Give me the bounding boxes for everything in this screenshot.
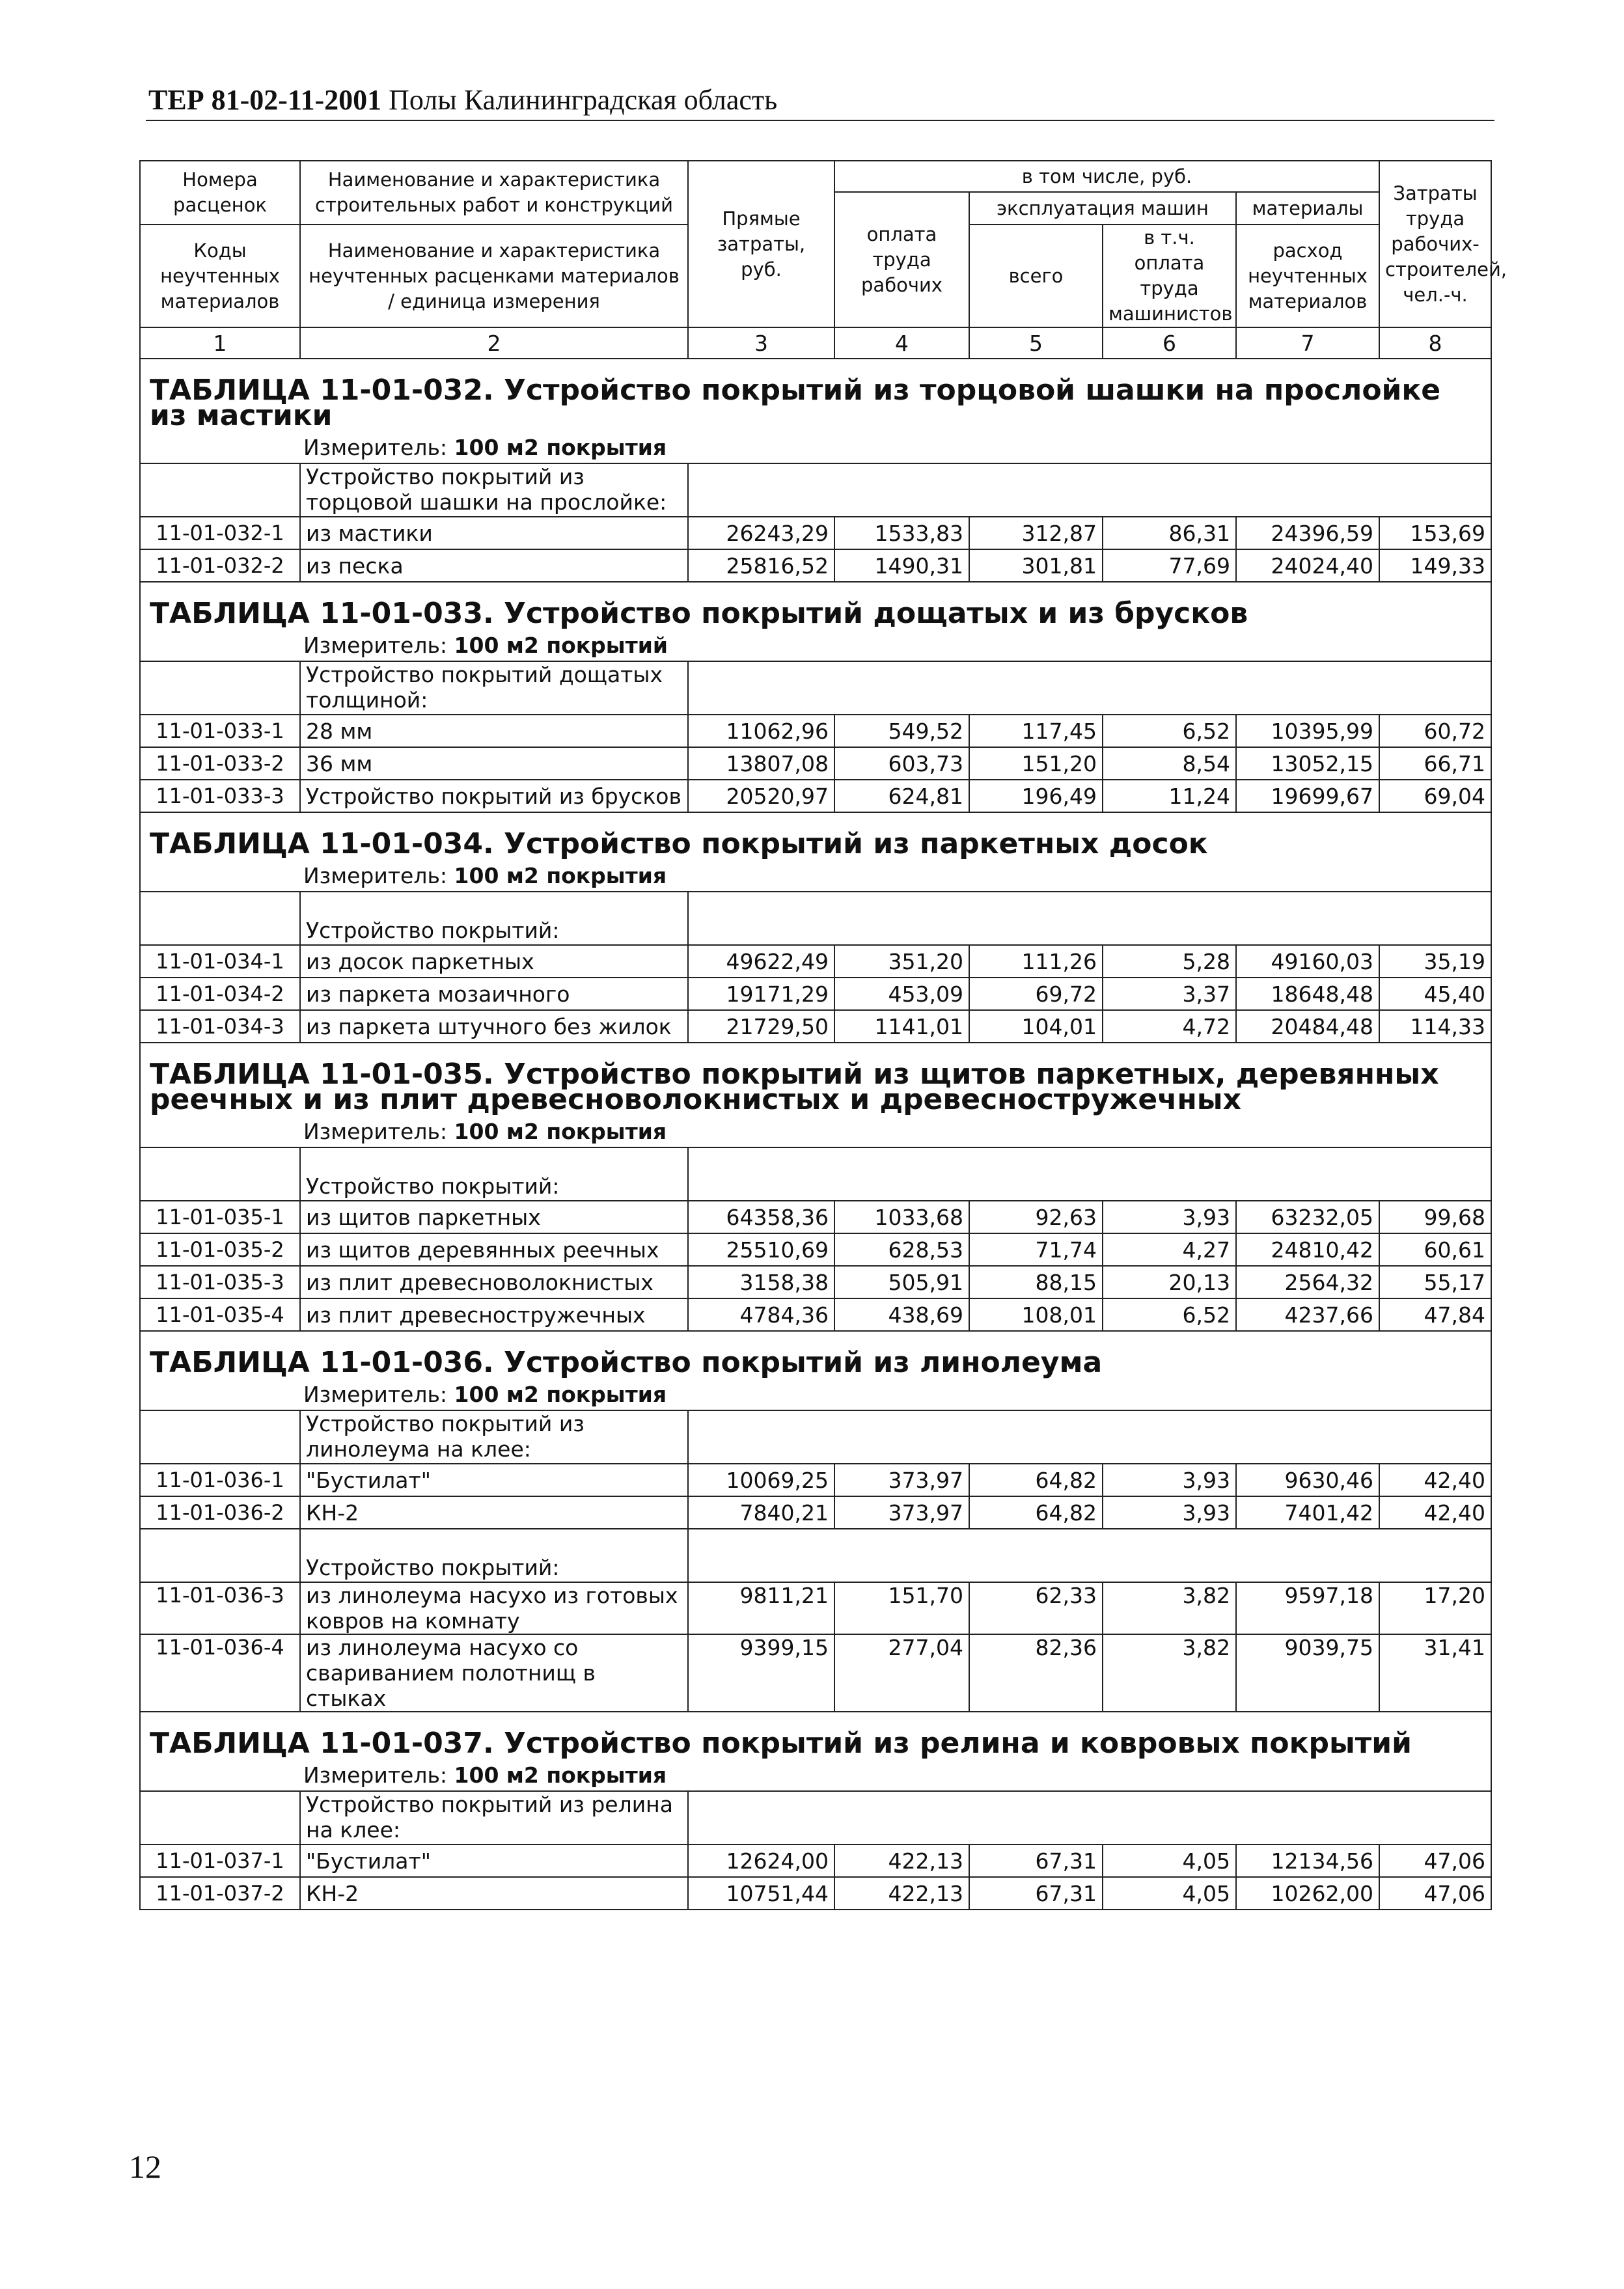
table-row — [140, 715, 1491, 747]
table-row — [140, 1298, 1491, 1331]
meter-value: 100 м2 покрытия — [454, 1119, 667, 1144]
rate-value: 3,93 — [1103, 1201, 1236, 1233]
rate-value: 151,70 — [834, 1582, 969, 1634]
rate-value: 10395,99 — [1236, 715, 1379, 747]
subheader-row — [140, 661, 1491, 715]
table-title: ТАБЛИЦА 11-01-036. Устройство покрытий из линолеума — [140, 1331, 1491, 1382]
rate-value: 2564,32 — [1236, 1266, 1379, 1298]
table-row — [140, 1844, 1491, 1877]
rate-value: 26243,29 — [688, 517, 834, 549]
header-col7: расход неучтенных материалов — [1236, 225, 1379, 327]
table-row — [140, 1634, 1491, 1712]
meter-label: Измеритель: — [303, 1762, 448, 1788]
header-machines: эксплуатация машин — [969, 192, 1236, 225]
rate-value: 13807,08 — [688, 747, 834, 780]
rate-name: "Бустилат" — [300, 1844, 688, 1877]
rate-value: 47,06 — [1379, 1844, 1491, 1877]
subheader-spacer — [688, 463, 1491, 517]
rate-value: 108,01 — [969, 1298, 1103, 1331]
rate-value: 21729,50 — [688, 1010, 834, 1043]
header-materials: материалы — [1236, 192, 1379, 225]
rate-value: 10069,25 — [688, 1464, 834, 1496]
table-row — [140, 1266, 1491, 1298]
table-title-row — [140, 582, 1491, 633]
meter-row — [140, 1119, 1491, 1147]
rate-code: 11-01-034-1 — [140, 945, 300, 978]
meter-row — [140, 1382, 1491, 1410]
column-number: 8 — [1379, 327, 1491, 359]
table-title: ТАБЛИЦА 11-01-037. Устройство покрытий из релина и ковровых покрытий — [140, 1712, 1491, 1762]
header-col5: всего — [969, 225, 1103, 327]
rate-value: 4,05 — [1103, 1844, 1236, 1877]
rate-value: 6,52 — [1103, 1298, 1236, 1331]
table-row — [140, 549, 1491, 582]
header-group: в том числе, руб. — [834, 161, 1379, 192]
table-title-row — [140, 359, 1491, 435]
page-number: 12 — [129, 2148, 161, 2185]
rate-name: из песка — [300, 549, 688, 582]
rate-value: 8,54 — [1103, 747, 1236, 780]
rate-value: 453,09 — [834, 978, 969, 1010]
rate-value: 3,93 — [1103, 1496, 1236, 1529]
subheader-row — [140, 1147, 1491, 1201]
header-col8: Затраты труда рабочих-строителей, чел.-ч. — [1379, 161, 1491, 327]
subheader-spacer — [140, 1529, 300, 1582]
rate-value: 111,26 — [969, 945, 1103, 978]
meter-cell — [140, 633, 1491, 661]
rate-name: из паркета штучного без жилок — [300, 1010, 688, 1043]
rate-value: 277,04 — [834, 1634, 969, 1712]
rate-value: 10262,00 — [1236, 1877, 1379, 1910]
rate-value: 438,69 — [834, 1298, 969, 1331]
meter-value: 100 м2 покрытия — [454, 1382, 667, 1407]
rate-name: Устройство покрытий из брусков — [300, 780, 688, 812]
rate-code: 11-01-033-1 — [140, 715, 300, 747]
rate-value: 19171,29 — [688, 978, 834, 1010]
rate-value: 24396,59 — [1236, 517, 1379, 549]
subheader-spacer — [140, 1147, 300, 1201]
column-number: 7 — [1236, 327, 1379, 359]
table-row — [140, 978, 1491, 1010]
column-number: 5 — [969, 327, 1103, 359]
rate-value: 7840,21 — [688, 1496, 834, 1529]
rate-value: 603,73 — [834, 747, 969, 780]
subheader-spacer — [140, 463, 300, 517]
rate-value: 42,40 — [1379, 1496, 1491, 1529]
subheader-row — [140, 1529, 1491, 1582]
subheader-spacer — [688, 1410, 1491, 1464]
table-title: ТАБЛИЦА 11-01-033. Устройство покрытий дощатых и из брусков — [140, 582, 1491, 633]
rates-table-body — [140, 161, 1507, 1910]
rate-value: 86,31 — [1103, 517, 1236, 549]
rate-value: 3158,38 — [688, 1266, 834, 1298]
rate-value: 5,28 — [1103, 945, 1236, 978]
rate-value: 13052,15 — [1236, 747, 1379, 780]
column-numbers-row — [140, 327, 1491, 359]
rate-value: 66,71 — [1379, 747, 1491, 780]
subheader-label: Устройство покрытий из линолеума на клее: — [300, 1410, 688, 1464]
rate-value: 301,81 — [969, 549, 1103, 582]
rate-value: 24024,40 — [1236, 549, 1379, 582]
table-title: ТАБЛИЦА 11-01-035. Устройство покрытий из щитов паркетных, деревянных реечных и из плит древесноволокнистых и древесностружечных — [140, 1043, 1491, 1119]
table-row — [140, 1233, 1491, 1266]
rate-value: 60,72 — [1379, 715, 1491, 747]
rate-value: 3,93 — [1103, 1464, 1236, 1496]
table-row — [140, 1877, 1491, 1910]
rate-name: 36 мм — [300, 747, 688, 780]
rate-code: 11-01-037-2 — [140, 1877, 300, 1910]
header-col2-top: Наименование и характеристика строительных работ и конструкций — [300, 161, 688, 225]
rate-value: 18648,48 — [1236, 978, 1379, 1010]
rate-value: 55,17 — [1379, 1266, 1491, 1298]
rate-value: 47,84 — [1379, 1298, 1491, 1331]
rate-value: 67,31 — [969, 1877, 1103, 1910]
rate-value: 64,82 — [969, 1496, 1103, 1529]
subheader-spacer — [688, 1147, 1491, 1201]
subheader-label: Устройство покрытий: — [300, 892, 688, 945]
rate-value: 12134,56 — [1236, 1844, 1379, 1877]
rate-value: 422,13 — [834, 1844, 969, 1877]
subheader-spacer — [140, 1410, 300, 1464]
document-region: Калининградская область — [463, 84, 778, 116]
rate-value: 12624,00 — [688, 1844, 834, 1877]
rate-code: 11-01-032-1 — [140, 517, 300, 549]
table-title-row — [140, 1043, 1491, 1119]
rate-value: 17,20 — [1379, 1582, 1491, 1634]
rate-value: 196,49 — [969, 780, 1103, 812]
rate-value: 549,52 — [834, 715, 969, 747]
rate-name: "Бустилат" — [300, 1464, 688, 1496]
subheader-spacer — [140, 892, 300, 945]
rate-code: 11-01-032-2 — [140, 549, 300, 582]
document-code: ТЕР 81-02-11-2001 — [148, 84, 382, 116]
rate-value: 25510,69 — [688, 1233, 834, 1266]
rate-value: 10751,44 — [688, 1877, 834, 1910]
table-row — [140, 747, 1491, 780]
subheader-spacer — [688, 1529, 1491, 1582]
table-title-row — [140, 812, 1491, 863]
rate-value: 20,13 — [1103, 1266, 1236, 1298]
rate-value: 373,97 — [834, 1464, 969, 1496]
subheader-spacer — [688, 661, 1491, 715]
rate-value: 64,82 — [969, 1464, 1103, 1496]
rate-value: 47,06 — [1379, 1877, 1491, 1910]
rate-code: 11-01-035-4 — [140, 1298, 300, 1331]
rate-value: 67,31 — [969, 1844, 1103, 1877]
meter-label: Измеритель: — [303, 1382, 448, 1407]
rate-value: 49622,49 — [688, 945, 834, 978]
subheader-spacer — [140, 1791, 300, 1844]
rate-value: 24810,42 — [1236, 1233, 1379, 1266]
rate-name: из паркета мозаичного — [300, 978, 688, 1010]
meter-label: Измеритель: — [303, 1119, 448, 1144]
rate-value: 4237,66 — [1236, 1298, 1379, 1331]
subheader-row — [140, 892, 1491, 945]
rate-name: из плит древесностружечных — [300, 1298, 688, 1331]
rate-value: 9630,46 — [1236, 1464, 1379, 1496]
rate-code: 11-01-036-1 — [140, 1464, 300, 1496]
rate-code: 11-01-036-2 — [140, 1496, 300, 1529]
meter-row — [140, 435, 1491, 463]
meter-row — [140, 633, 1491, 661]
rate-value: 77,69 — [1103, 549, 1236, 582]
rate-value: 4784,36 — [688, 1298, 834, 1331]
meter-value: 100 м2 покрытий — [454, 633, 668, 658]
subheader-label: Устройство покрытий дощатых толщиной: — [300, 661, 688, 715]
rate-value: 351,20 — [834, 945, 969, 978]
rate-value: 71,74 — [969, 1233, 1103, 1266]
rate-value: 69,72 — [969, 978, 1103, 1010]
rate-value: 1141,01 — [834, 1010, 969, 1043]
rate-value: 628,53 — [834, 1233, 969, 1266]
rate-value: 69,04 — [1379, 780, 1491, 812]
meter-row — [140, 863, 1491, 892]
rate-value: 92,63 — [969, 1201, 1103, 1233]
rate-value: 4,72 — [1103, 1010, 1236, 1043]
rate-value: 42,40 — [1379, 1464, 1491, 1496]
subheader-label: Устройство покрытий из торцовой шашки на прослойке: — [300, 463, 688, 517]
meter-cell — [140, 1762, 1491, 1791]
subheader-spacer — [688, 892, 1491, 945]
column-number: 6 — [1103, 327, 1236, 359]
rate-value: 151,20 — [969, 747, 1103, 780]
rate-value: 104,01 — [969, 1010, 1103, 1043]
meter-label: Измеритель: — [303, 863, 448, 888]
meter-row — [140, 1762, 1491, 1791]
rate-value: 4,27 — [1103, 1233, 1236, 1266]
rate-value: 20520,97 — [688, 780, 834, 812]
subheader-row — [140, 1410, 1491, 1464]
header-col1-top: Номера расценок — [140, 161, 300, 225]
column-number: 4 — [834, 327, 969, 359]
table-row — [140, 945, 1491, 978]
table-row — [140, 1010, 1491, 1043]
rate-name: КН-2 — [300, 1496, 688, 1529]
rate-value: 9399,15 — [688, 1634, 834, 1712]
rate-value: 373,97 — [834, 1496, 969, 1529]
column-number: 1 — [140, 327, 300, 359]
subheader-label: Устройство покрытий из релина на клее: — [300, 1791, 688, 1844]
header-col1-bottom: Коды неучтенных материалов — [140, 225, 300, 327]
table-row — [140, 1201, 1491, 1233]
rate-code: 11-01-033-2 — [140, 747, 300, 780]
meter-label: Измеритель: — [303, 435, 448, 460]
rate-value: 9597,18 — [1236, 1582, 1379, 1634]
table-row — [140, 1496, 1491, 1529]
rate-name: из щитов деревянных реечных — [300, 1233, 688, 1266]
rate-value: 117,45 — [969, 715, 1103, 747]
column-number: 3 — [688, 327, 834, 359]
rate-code: 11-01-037-1 — [140, 1844, 300, 1877]
rate-name: из линолеума насухо со свариванием полотнищ в стыках — [300, 1634, 688, 1712]
rate-name: из досок паркетных — [300, 945, 688, 978]
rate-value: 19699,67 — [1236, 780, 1379, 812]
subheader-row — [140, 1791, 1491, 1844]
rate-value: 1033,68 — [834, 1201, 969, 1233]
rate-value: 7401,42 — [1236, 1496, 1379, 1529]
rate-value: 82,36 — [969, 1634, 1103, 1712]
subheader-spacer — [140, 661, 300, 715]
rate-value: 149,33 — [1379, 549, 1491, 582]
table-title-row — [140, 1712, 1491, 1762]
rate-name: из мастики — [300, 517, 688, 549]
rate-code: 11-01-035-3 — [140, 1266, 300, 1298]
rate-name: 28 мм — [300, 715, 688, 747]
header-col2-bottom: Наименование и характеристика неучтенных расценками материалов / единица измерения — [300, 225, 688, 327]
meter-cell — [140, 435, 1491, 463]
rate-value: 64358,36 — [688, 1201, 834, 1233]
meter-value: 100 м2 покрытия — [454, 1762, 667, 1788]
rate-value: 9811,21 — [688, 1582, 834, 1634]
page-header — [148, 83, 1493, 117]
table-row — [140, 1464, 1491, 1496]
header-rule — [146, 120, 1494, 121]
rate-name: из линолеума насухо из готовых ковров на комнату — [300, 1582, 688, 1634]
rate-code: 11-01-036-4 — [140, 1634, 300, 1712]
header-col3: Прямые затраты, руб. — [688, 161, 834, 327]
rate-name: КН-2 — [300, 1877, 688, 1910]
rate-value: 3,37 — [1103, 978, 1236, 1010]
rate-code: 11-01-036-3 — [140, 1582, 300, 1634]
meter-value: 100 м2 покрытия — [454, 863, 667, 888]
rate-value: 153,69 — [1379, 517, 1491, 549]
subheader-label: Устройство покрытий: — [300, 1529, 688, 1582]
meter-cell — [140, 1382, 1491, 1410]
table-row — [140, 1582, 1491, 1634]
table-title: ТАБЛИЦА 11-01-032. Устройство покрытий из торцовой шашки на прослойке из мастики — [140, 359, 1491, 435]
subheader-label: Устройство покрытий: — [300, 1147, 688, 1201]
rate-value: 60,61 — [1379, 1233, 1491, 1266]
rate-code: 11-01-035-1 — [140, 1201, 300, 1233]
rate-value: 9039,75 — [1236, 1634, 1379, 1712]
rate-value: 20484,48 — [1236, 1010, 1379, 1043]
rate-code: 11-01-033-3 — [140, 780, 300, 812]
rate-value: 1490,31 — [834, 549, 969, 582]
rate-value: 88,15 — [969, 1266, 1103, 1298]
rate-value: 1533,83 — [834, 517, 969, 549]
rate-value: 11,24 — [1103, 780, 1236, 812]
rate-value: 49160,03 — [1236, 945, 1379, 978]
rate-value: 62,33 — [969, 1582, 1103, 1634]
rate-value: 11062,96 — [688, 715, 834, 747]
rate-value: 45,40 — [1379, 978, 1491, 1010]
meter-cell — [140, 1119, 1491, 1147]
rate-code: 11-01-035-2 — [140, 1233, 300, 1266]
rate-value: 3,82 — [1103, 1582, 1236, 1634]
rate-value: 25816,52 — [688, 549, 834, 582]
rate-value: 63232,05 — [1236, 1201, 1379, 1233]
table-title-row — [140, 1331, 1491, 1382]
rate-value: 31,41 — [1379, 1634, 1491, 1712]
rate-name: из щитов паркетных — [300, 1201, 688, 1233]
rate-value: 114,33 — [1379, 1010, 1491, 1043]
rates-table — [139, 160, 1507, 1910]
meter-label: Измеритель: — [303, 633, 448, 658]
document-section: Полы — [389, 84, 457, 116]
rate-value: 624,81 — [834, 780, 969, 812]
meter-cell — [140, 863, 1491, 892]
column-number: 2 — [300, 327, 688, 359]
meter-value: 100 м2 покрытия — [454, 435, 667, 460]
rate-name: из плит древесноволокнистых — [300, 1266, 688, 1298]
rate-value: 4,05 — [1103, 1877, 1236, 1910]
rate-value: 422,13 — [834, 1877, 969, 1910]
table-title: ТАБЛИЦА 11-01-034. Устройство покрытий из паркетных досок — [140, 812, 1491, 863]
header-col4: оплата труда рабочих — [834, 192, 969, 327]
rate-value: 312,87 — [969, 517, 1103, 549]
rate-code: 11-01-034-3 — [140, 1010, 300, 1043]
rate-value: 35,19 — [1379, 945, 1491, 978]
subheader-spacer — [688, 1791, 1491, 1844]
header-col6: в т.ч. оплата труда машинистов — [1103, 225, 1236, 327]
table-row — [140, 780, 1491, 812]
subheader-row — [140, 463, 1491, 517]
rate-code: 11-01-034-2 — [140, 978, 300, 1010]
table-row — [140, 517, 1491, 549]
rate-value: 99,68 — [1379, 1201, 1491, 1233]
rate-value: 6,52 — [1103, 715, 1236, 747]
rate-value: 3,82 — [1103, 1634, 1236, 1712]
rate-value: 505,91 — [834, 1266, 969, 1298]
